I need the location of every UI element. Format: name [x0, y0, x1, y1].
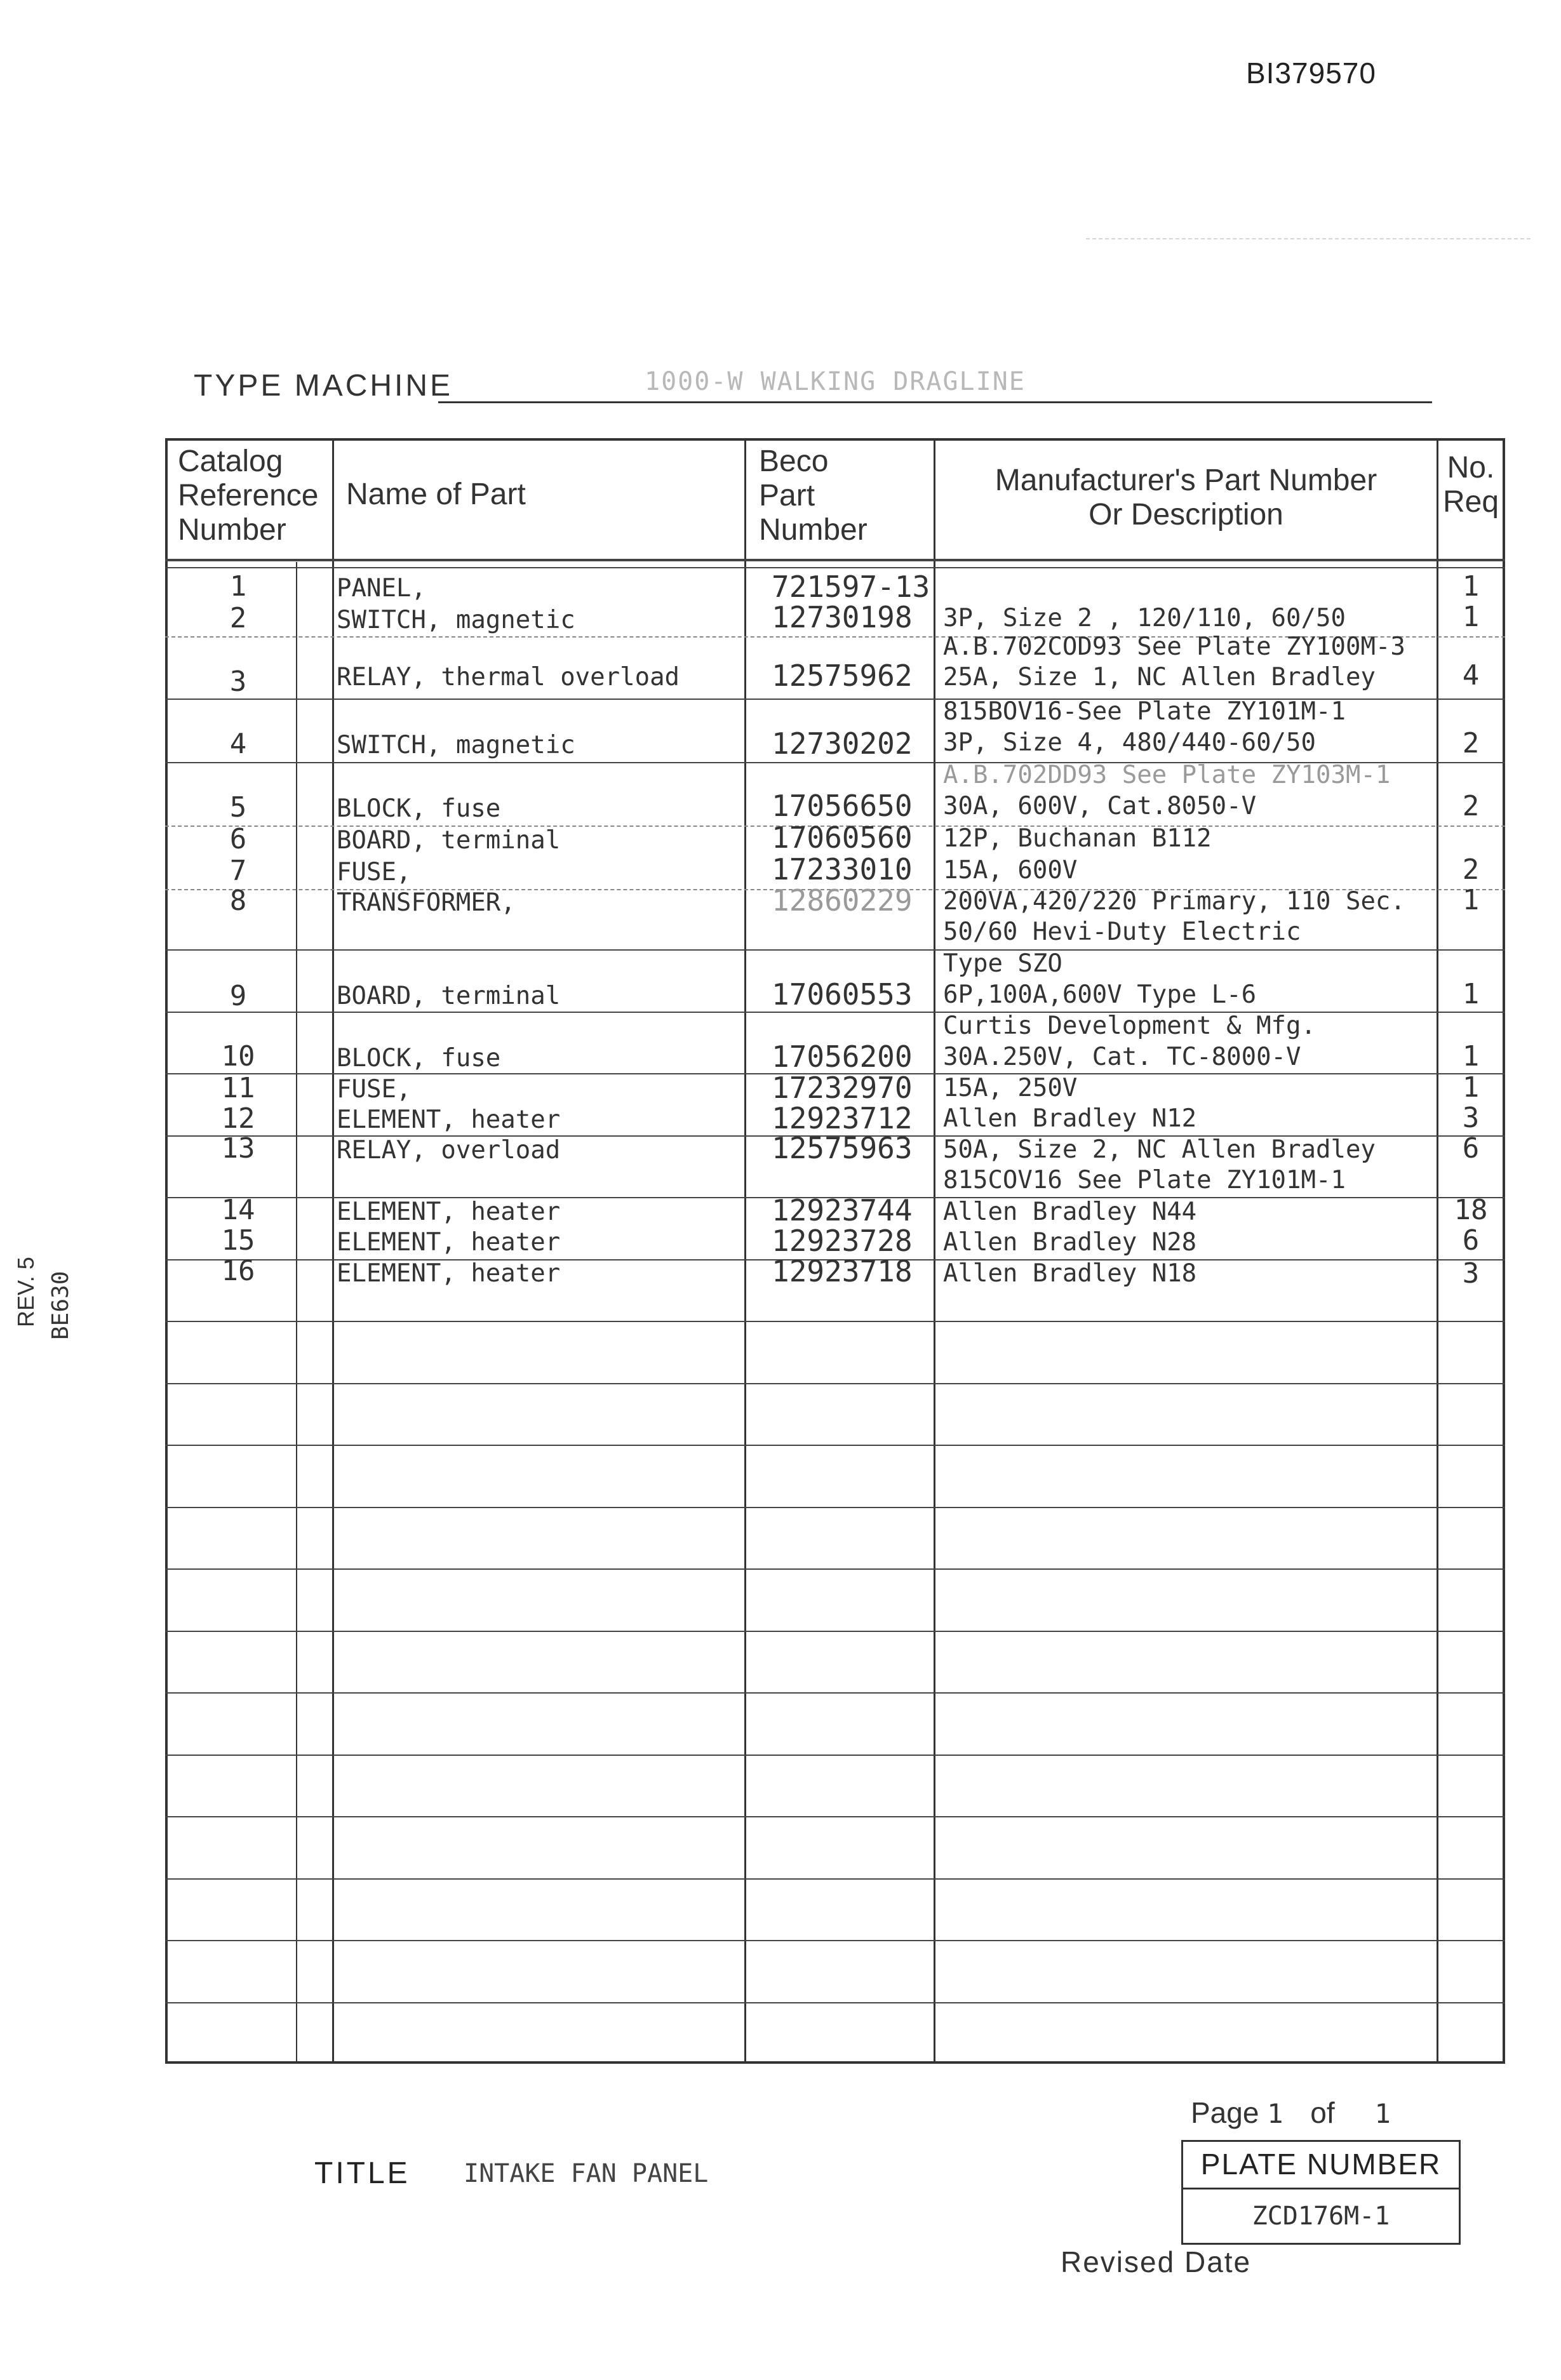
row-10-ref: 10: [221, 1040, 255, 1073]
row-15-name: ELEMENT, heater: [337, 1228, 561, 1257]
row-2-req: 1: [1462, 601, 1480, 633]
row-13-ref: 13: [221, 1132, 255, 1165]
row-rule: [165, 1755, 1505, 1756]
row-16-desc: Allen Bradley N18: [943, 1259, 1197, 1288]
row-4-req: 2: [1462, 727, 1480, 759]
type-machine-underline: [438, 401, 1432, 403]
row-10-desc-2: 30A.250V, Cat. TC-8000-V: [943, 1043, 1301, 1071]
row-5-ref: 5: [229, 791, 247, 824]
row-14-ref: 14: [221, 1194, 255, 1226]
row-3-req: 4: [1462, 659, 1480, 692]
row-8-ref: 8: [229, 885, 247, 917]
row-16-ref: 16: [221, 1255, 255, 1287]
row-8-desc-2: 50/60 Hevi-Duty Electric: [943, 918, 1301, 946]
row-4-beco: 12730202: [772, 726, 913, 761]
row-1-beco: 721597-13: [772, 570, 930, 604]
row-6-beco: 17060560: [772, 820, 913, 855]
row-13-beco: 12575963: [772, 1131, 913, 1165]
row-rule: [165, 2002, 1505, 2003]
row-9-name: BOARD, terminal: [337, 982, 561, 1010]
row-5-desc-2: 30A, 600V, Cat.8050-V: [943, 792, 1257, 820]
row-2-beco: 12730198: [772, 600, 913, 634]
row-6-ref: 6: [229, 823, 247, 855]
row-3-name: RELAY, thermal overload: [337, 663, 680, 692]
row-11-req: 1: [1462, 1071, 1480, 1104]
faint-rule: [1086, 238, 1531, 239]
header-rule: [165, 559, 1505, 561]
row-2-desc: 3P, Size 2 , 120/110, 60/50: [943, 604, 1346, 632]
title-value: INTAKE FAN PANEL: [464, 2159, 709, 2188]
row-rule: [165, 1692, 1505, 1694]
row-3-ref: 3: [229, 665, 247, 698]
row-8-req: 1: [1462, 884, 1480, 916]
row-4-desc-1: 815BOV16-See Plate ZY101M-1: [943, 697, 1346, 726]
document-id: BI379570: [1246, 57, 1376, 90]
row-14-beco: 12923744: [772, 1193, 913, 1227]
row-11-ref: 11: [221, 1072, 255, 1104]
row-7-desc: 15A, 600V: [943, 856, 1078, 885]
plate-number-label: PLATE NUMBER: [1181, 2140, 1461, 2189]
row-16-beco: 12923718: [772, 1254, 913, 1288]
row-8-name: TRANSFORMER,: [337, 888, 516, 917]
row-13-desc-1: 50A, Size 2, NC Allen Bradley: [943, 1135, 1376, 1164]
row-4-name: SWITCH, magnetic: [337, 731, 575, 759]
row-rule: [165, 949, 1505, 951]
row-12-ref: 12: [221, 1102, 255, 1135]
row-1-name: PANEL,: [337, 574, 426, 603]
row-6-desc: 12P, Buchanan B112: [943, 824, 1212, 853]
revision-stamp: REV. 5: [13, 1257, 39, 1327]
row-16-req: 3: [1462, 1257, 1480, 1290]
revision-code: BE630: [48, 1271, 74, 1340]
row-9-req: 1: [1462, 978, 1480, 1010]
row-4-ref: 4: [229, 728, 247, 760]
row-7-beco: 17233010: [772, 852, 913, 886]
row-15-ref: 15: [221, 1224, 255, 1257]
row-7-req: 2: [1462, 853, 1480, 886]
row-9-desc-1: Type SZO: [943, 949, 1062, 978]
row-9-beco: 17060553: [772, 977, 913, 1012]
row-12-name: ELEMENT, heater: [337, 1106, 561, 1134]
type-machine-label: TYPE MACHINE: [194, 369, 453, 403]
row-14-req: 18: [1454, 1194, 1488, 1226]
row-4-desc-2: 3P, Size 4, 480/440-60/50: [943, 728, 1316, 757]
row-5-beco: 17056650: [772, 789, 913, 823]
row-14-desc: Allen Bradley N44: [943, 1198, 1197, 1226]
row-9-desc-2: 6P,100A,600V Type L-6: [943, 980, 1257, 1009]
row-10-req: 1: [1462, 1040, 1480, 1073]
header-req: No. Req: [1442, 451, 1499, 519]
row-8-beco: 12860229: [772, 883, 913, 918]
row-12-req: 3: [1462, 1102, 1480, 1134]
row-7-ref: 7: [229, 855, 247, 887]
row-14-name: ELEMENT, heater: [337, 1198, 561, 1226]
row-5-name: BLOCK, fuse: [337, 794, 501, 823]
row-5-req: 2: [1462, 790, 1480, 822]
row-11-desc: 15A, 250V: [943, 1074, 1078, 1102]
col-divider-catalog-inner: [296, 562, 297, 2064]
header-manufacturer: Manufacturer's Part Number Or Description: [995, 464, 1377, 531]
row-13-name: RELAY, overload: [337, 1136, 561, 1165]
header-beco: Beco Part Number: [759, 445, 868, 547]
row-13-req: 6: [1462, 1132, 1480, 1165]
col-divider-name: [744, 438, 746, 2064]
plate-number-value: ZCD176M-1: [1252, 2202, 1390, 2231]
row-9-ref: 9: [229, 980, 247, 1012]
row-6-name: BOARD, terminal: [337, 826, 561, 855]
row-2-name: SWITCH, magnetic: [337, 606, 575, 634]
revised-date-label: Revised Date: [1061, 2245, 1252, 2278]
row-1-req: 1: [1462, 570, 1480, 603]
row-rule: [165, 1445, 1505, 1446]
row-15-desc: Allen Bradley N28: [943, 1228, 1197, 1257]
row-rule: [165, 1507, 1505, 1508]
row-3-desc-2: 25A, Size 1, NC Allen Bradley: [943, 663, 1376, 692]
row-5-desc-1: A.B.702DD93 See Plate ZY103M-1: [943, 761, 1391, 789]
row-12-desc: Allen Bradley N12: [943, 1104, 1197, 1133]
row-rule: [165, 1816, 1505, 1817]
row-10-desc-1: Curtis Development & Mfg.: [943, 1012, 1316, 1040]
row-12-beco: 12923712: [772, 1101, 913, 1135]
row-11-beco: 17232970: [772, 1071, 913, 1105]
header-rule-2: [165, 567, 1505, 568]
row-13-desc-2: 815COV16 See Plate ZY101M-1: [943, 1166, 1346, 1194]
row-15-req: 6: [1462, 1224, 1480, 1257]
row-rule: [165, 1383, 1505, 1384]
row-rule: [165, 1568, 1505, 1570]
row-10-name: BLOCK, fuse: [337, 1044, 501, 1073]
page-indicator: Page 1 of 1: [1191, 2096, 1391, 2129]
row-rule: [165, 1940, 1505, 1941]
header-name: Name of Part: [346, 478, 526, 511]
row-rule: [165, 1631, 1505, 1632]
row-3-beco: 12575962: [772, 659, 913, 693]
row-2-ref: 2: [229, 602, 247, 634]
row-1-ref: 1: [229, 570, 247, 603]
col-divider-desc: [1437, 438, 1438, 2064]
col-divider-beco: [934, 438, 935, 2064]
header-catalog: Catalog Reference Number: [178, 445, 319, 547]
row-7-name: FUSE,: [337, 858, 412, 886]
row-11-name: FUSE,: [337, 1075, 412, 1104]
row-16-name: ELEMENT, heater: [337, 1259, 561, 1288]
title-label: TITLE: [314, 2156, 410, 2190]
row-10-beco: 17056200: [772, 1040, 913, 1074]
type-machine-value: 1000-W WALKING DRAGLINE: [645, 367, 1026, 396]
col-divider-catalog: [332, 438, 334, 2064]
row-8-desc-1: 200VA,420/220 Primary, 110 Sec.: [943, 887, 1405, 916]
row-rule: [165, 1321, 1505, 1322]
row-rule: [165, 1878, 1505, 1880]
row-15-beco: 12923728: [772, 1224, 913, 1258]
row-3-desc-1: A.B.702COD93 See Plate ZY100M-3: [943, 632, 1405, 661]
